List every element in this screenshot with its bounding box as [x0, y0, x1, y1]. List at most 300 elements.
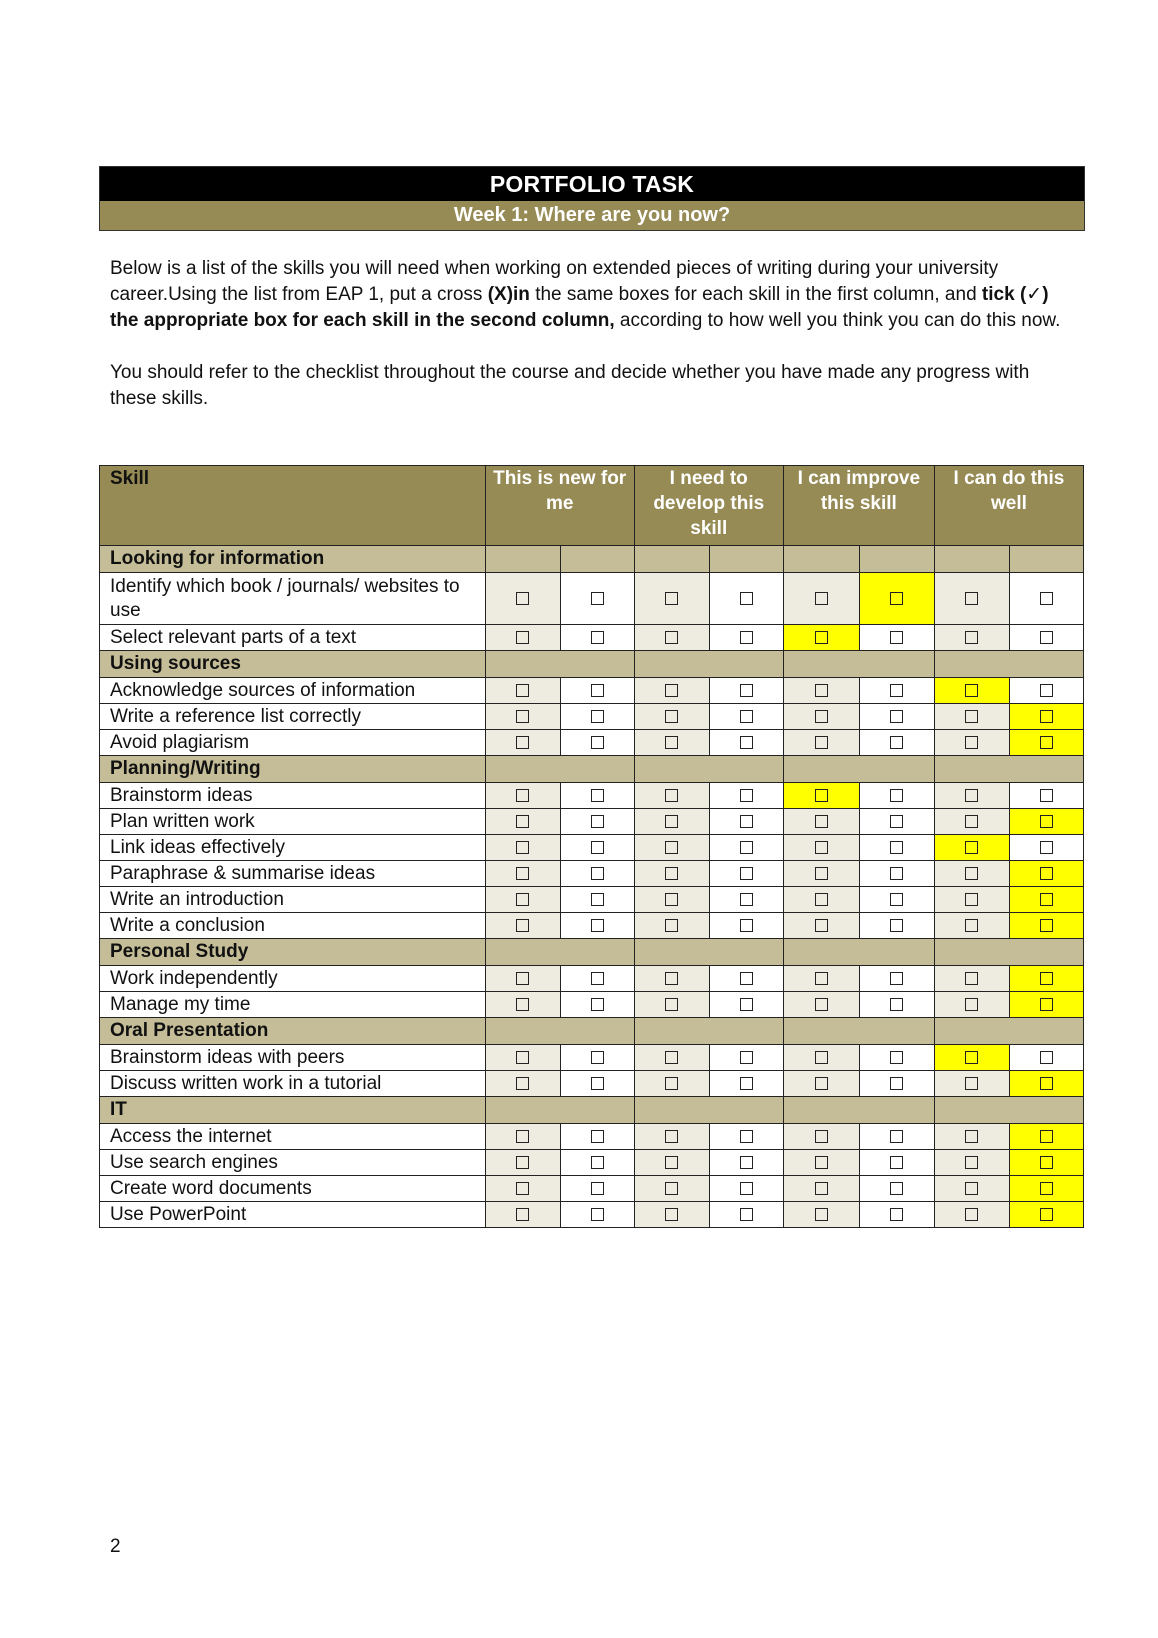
checkbox-cell[interactable] — [859, 992, 934, 1018]
checkbox-icon[interactable] — [591, 631, 604, 644]
checkbox-cell[interactable] — [709, 887, 783, 913]
checkbox-cell[interactable] — [560, 809, 634, 835]
checkbox-cell[interactable] — [634, 809, 709, 835]
checkbox-cell[interactable] — [934, 835, 1009, 861]
checkbox-icon[interactable] — [965, 919, 978, 932]
checkbox-cell[interactable] — [709, 1124, 783, 1150]
checkbox-icon[interactable] — [591, 1208, 604, 1221]
checkbox-icon[interactable] — [740, 1130, 753, 1143]
checkbox-icon[interactable] — [740, 1051, 753, 1064]
checkbox-cell[interactable] — [560, 1071, 634, 1097]
checkbox-cell[interactable] — [485, 730, 560, 756]
checkbox-cell[interactable] — [709, 704, 783, 730]
checkbox-cell[interactable] — [560, 783, 634, 809]
checkbox-cell[interactable] — [783, 704, 859, 730]
checkbox-icon[interactable] — [965, 841, 978, 854]
checkbox-cell[interactable] — [709, 966, 783, 992]
checkbox-cell[interactable] — [709, 783, 783, 809]
checkbox-icon[interactable] — [740, 789, 753, 802]
checkbox-cell[interactable] — [560, 573, 634, 625]
checkbox-icon[interactable] — [1040, 736, 1053, 749]
checkbox-cell[interactable] — [485, 887, 560, 913]
checkbox-icon[interactable] — [965, 867, 978, 880]
checkbox-cell[interactable] — [1009, 861, 1083, 887]
checkbox-cell[interactable] — [709, 1150, 783, 1176]
checkbox-icon[interactable] — [740, 972, 753, 985]
checkbox-cell[interactable] — [783, 1071, 859, 1097]
checkbox-cell[interactable] — [934, 913, 1009, 939]
checkbox-cell[interactable] — [485, 704, 560, 730]
checkbox-icon[interactable] — [516, 684, 529, 697]
checkbox-icon[interactable] — [591, 684, 604, 697]
checkbox-cell[interactable] — [560, 861, 634, 887]
checkbox-icon[interactable] — [815, 1182, 828, 1195]
checkbox-icon[interactable] — [740, 1182, 753, 1195]
checkbox-cell[interactable] — [560, 887, 634, 913]
checkbox-icon[interactable] — [665, 972, 678, 985]
checkbox-cell[interactable] — [934, 1150, 1009, 1176]
checkbox-icon[interactable] — [965, 592, 978, 605]
checkbox-icon[interactable] — [591, 815, 604, 828]
checkbox-cell[interactable] — [859, 1124, 934, 1150]
checkbox-cell[interactable] — [560, 913, 634, 939]
checkbox-icon[interactable] — [1040, 998, 1053, 1011]
checkbox-icon[interactable] — [591, 972, 604, 985]
checkbox-icon[interactable] — [665, 919, 678, 932]
checkbox-icon[interactable] — [740, 736, 753, 749]
checkbox-icon[interactable] — [815, 631, 828, 644]
checkbox-cell[interactable] — [859, 887, 934, 913]
checkbox-icon[interactable] — [516, 1182, 529, 1195]
checkbox-cell[interactable] — [1009, 992, 1083, 1018]
checkbox-icon[interactable] — [665, 710, 678, 723]
checkbox-icon[interactable] — [1040, 684, 1053, 697]
checkbox-cell[interactable] — [1009, 1176, 1083, 1202]
checkbox-cell[interactable] — [709, 1071, 783, 1097]
checkbox-icon[interactable] — [665, 1051, 678, 1064]
checkbox-icon[interactable] — [516, 1156, 529, 1169]
checkbox-icon[interactable] — [965, 1156, 978, 1169]
checkbox-cell[interactable] — [709, 809, 783, 835]
checkbox-cell[interactable] — [1009, 573, 1083, 625]
checkbox-icon[interactable] — [665, 1208, 678, 1221]
checkbox-icon[interactable] — [516, 1208, 529, 1221]
checkbox-icon[interactable] — [890, 684, 903, 697]
checkbox-icon[interactable] — [815, 893, 828, 906]
checkbox-cell[interactable] — [859, 625, 934, 651]
checkbox-icon[interactable] — [665, 998, 678, 1011]
checkbox-icon[interactable] — [516, 789, 529, 802]
checkbox-cell[interactable] — [783, 1202, 859, 1228]
checkbox-icon[interactable] — [591, 867, 604, 880]
checkbox-icon[interactable] — [965, 710, 978, 723]
checkbox-icon[interactable] — [591, 1077, 604, 1090]
checkbox-icon[interactable] — [1040, 972, 1053, 985]
checkbox-icon[interactable] — [740, 841, 753, 854]
checkbox-icon[interactable] — [591, 1051, 604, 1064]
checkbox-cell[interactable] — [859, 809, 934, 835]
checkbox-icon[interactable] — [740, 893, 753, 906]
checkbox-cell[interactable] — [485, 992, 560, 1018]
checkbox-cell[interactable] — [560, 1176, 634, 1202]
checkbox-icon[interactable] — [665, 841, 678, 854]
checkbox-cell[interactable] — [783, 913, 859, 939]
checkbox-icon[interactable] — [890, 1156, 903, 1169]
checkbox-icon[interactable] — [665, 1182, 678, 1195]
checkbox-cell[interactable] — [485, 1045, 560, 1071]
checkbox-icon[interactable] — [1040, 1208, 1053, 1221]
checkbox-cell[interactable] — [560, 966, 634, 992]
checkbox-cell[interactable] — [560, 1124, 634, 1150]
checkbox-cell[interactable] — [1009, 887, 1083, 913]
checkbox-icon[interactable] — [665, 1156, 678, 1169]
checkbox-cell[interactable] — [783, 887, 859, 913]
checkbox-cell[interactable] — [634, 625, 709, 651]
checkbox-cell[interactable] — [634, 966, 709, 992]
checkbox-icon[interactable] — [516, 815, 529, 828]
checkbox-icon[interactable] — [815, 710, 828, 723]
checkbox-cell[interactable] — [560, 835, 634, 861]
checkbox-cell[interactable] — [783, 678, 859, 704]
checkbox-cell[interactable] — [783, 966, 859, 992]
checkbox-icon[interactable] — [965, 1051, 978, 1064]
checkbox-cell[interactable] — [934, 730, 1009, 756]
checkbox-cell[interactable] — [634, 783, 709, 809]
checkbox-icon[interactable] — [815, 919, 828, 932]
checkbox-cell[interactable] — [859, 704, 934, 730]
checkbox-cell[interactable] — [783, 625, 859, 651]
checkbox-icon[interactable] — [1040, 710, 1053, 723]
checkbox-icon[interactable] — [815, 1077, 828, 1090]
checkbox-icon[interactable] — [665, 592, 678, 605]
checkbox-cell[interactable] — [634, 835, 709, 861]
checkbox-icon[interactable] — [516, 972, 529, 985]
checkbox-icon[interactable] — [665, 893, 678, 906]
checkbox-icon[interactable] — [890, 998, 903, 1011]
checkbox-icon[interactable] — [890, 1208, 903, 1221]
checkbox-cell[interactable] — [560, 730, 634, 756]
checkbox-cell[interactable] — [859, 1150, 934, 1176]
checkbox-cell[interactable] — [485, 1150, 560, 1176]
checkbox-cell[interactable] — [634, 887, 709, 913]
checkbox-icon[interactable] — [815, 684, 828, 697]
checkbox-cell[interactable] — [634, 1176, 709, 1202]
checkbox-icon[interactable] — [965, 1182, 978, 1195]
checkbox-cell[interactable] — [485, 835, 560, 861]
checkbox-icon[interactable] — [890, 841, 903, 854]
checkbox-icon[interactable] — [516, 1077, 529, 1090]
checkbox-icon[interactable] — [1040, 867, 1053, 880]
checkbox-cell[interactable] — [634, 992, 709, 1018]
checkbox-icon[interactable] — [591, 710, 604, 723]
checkbox-cell[interactable] — [859, 1176, 934, 1202]
checkbox-icon[interactable] — [516, 998, 529, 1011]
checkbox-icon[interactable] — [516, 893, 529, 906]
checkbox-icon[interactable] — [591, 893, 604, 906]
checkbox-icon[interactable] — [591, 789, 604, 802]
checkbox-cell[interactable] — [634, 573, 709, 625]
checkbox-icon[interactable] — [965, 1130, 978, 1143]
checkbox-cell[interactable] — [934, 704, 1009, 730]
checkbox-icon[interactable] — [965, 893, 978, 906]
checkbox-cell[interactable] — [709, 730, 783, 756]
checkbox-cell[interactable] — [560, 1045, 634, 1071]
checkbox-icon[interactable] — [965, 972, 978, 985]
checkbox-icon[interactable] — [665, 1077, 678, 1090]
checkbox-cell[interactable] — [485, 1176, 560, 1202]
checkbox-cell[interactable] — [934, 1045, 1009, 1071]
checkbox-icon[interactable] — [516, 1130, 529, 1143]
checkbox-icon[interactable] — [815, 867, 828, 880]
checkbox-icon[interactable] — [965, 1208, 978, 1221]
checkbox-cell[interactable] — [783, 809, 859, 835]
checkbox-cell[interactable] — [859, 1071, 934, 1097]
checkbox-cell[interactable] — [934, 1202, 1009, 1228]
checkbox-cell[interactable] — [859, 573, 934, 625]
checkbox-icon[interactable] — [740, 1208, 753, 1221]
checkbox-cell[interactable] — [485, 1202, 560, 1228]
checkbox-icon[interactable] — [1040, 893, 1053, 906]
checkbox-cell[interactable] — [1009, 1202, 1083, 1228]
checkbox-cell[interactable] — [1009, 704, 1083, 730]
checkbox-icon[interactable] — [815, 972, 828, 985]
checkbox-icon[interactable] — [1040, 841, 1053, 854]
checkbox-cell[interactable] — [1009, 678, 1083, 704]
checkbox-icon[interactable] — [965, 736, 978, 749]
checkbox-icon[interactable] — [591, 592, 604, 605]
checkbox-cell[interactable] — [934, 1176, 1009, 1202]
checkbox-cell[interactable] — [709, 992, 783, 1018]
checkbox-icon[interactable] — [740, 710, 753, 723]
checkbox-cell[interactable] — [560, 992, 634, 1018]
checkbox-icon[interactable] — [890, 631, 903, 644]
checkbox-cell[interactable] — [634, 1202, 709, 1228]
checkbox-cell[interactable] — [634, 913, 709, 939]
checkbox-icon[interactable] — [740, 1156, 753, 1169]
checkbox-icon[interactable] — [965, 815, 978, 828]
checkbox-cell[interactable] — [485, 861, 560, 887]
checkbox-cell[interactable] — [934, 783, 1009, 809]
checkbox-cell[interactable] — [709, 861, 783, 887]
checkbox-icon[interactable] — [815, 592, 828, 605]
checkbox-cell[interactable] — [560, 1150, 634, 1176]
checkbox-icon[interactable] — [890, 1077, 903, 1090]
checkbox-cell[interactable] — [485, 678, 560, 704]
checkbox-cell[interactable] — [783, 1150, 859, 1176]
checkbox-icon[interactable] — [516, 841, 529, 854]
checkbox-cell[interactable] — [859, 1045, 934, 1071]
checkbox-icon[interactable] — [1040, 1130, 1053, 1143]
checkbox-icon[interactable] — [890, 972, 903, 985]
checkbox-icon[interactable] — [665, 815, 678, 828]
checkbox-icon[interactable] — [1040, 1182, 1053, 1195]
checkbox-cell[interactable] — [783, 1045, 859, 1071]
checkbox-icon[interactable] — [890, 1130, 903, 1143]
checkbox-icon[interactable] — [890, 710, 903, 723]
checkbox-icon[interactable] — [740, 919, 753, 932]
checkbox-icon[interactable] — [591, 1130, 604, 1143]
checkbox-icon[interactable] — [965, 998, 978, 1011]
checkbox-cell[interactable] — [1009, 913, 1083, 939]
checkbox-cell[interactable] — [934, 1071, 1009, 1097]
checkbox-cell[interactable] — [560, 625, 634, 651]
checkbox-icon[interactable] — [1040, 1051, 1053, 1064]
checkbox-icon[interactable] — [815, 1051, 828, 1064]
checkbox-cell[interactable] — [783, 992, 859, 1018]
checkbox-cell[interactable] — [1009, 625, 1083, 651]
checkbox-icon[interactable] — [890, 789, 903, 802]
checkbox-icon[interactable] — [815, 1130, 828, 1143]
checkbox-icon[interactable] — [591, 736, 604, 749]
checkbox-icon[interactable] — [965, 631, 978, 644]
checkbox-cell[interactable] — [859, 678, 934, 704]
checkbox-icon[interactable] — [890, 893, 903, 906]
checkbox-icon[interactable] — [591, 919, 604, 932]
checkbox-icon[interactable] — [890, 592, 903, 605]
checkbox-cell[interactable] — [560, 1202, 634, 1228]
checkbox-icon[interactable] — [516, 1051, 529, 1064]
checkbox-cell[interactable] — [859, 1202, 934, 1228]
checkbox-cell[interactable] — [934, 861, 1009, 887]
checkbox-icon[interactable] — [740, 631, 753, 644]
checkbox-cell[interactable] — [934, 573, 1009, 625]
checkbox-cell[interactable] — [709, 625, 783, 651]
checkbox-cell[interactable] — [1009, 809, 1083, 835]
checkbox-icon[interactable] — [815, 1156, 828, 1169]
checkbox-icon[interactable] — [815, 789, 828, 802]
checkbox-cell[interactable] — [934, 625, 1009, 651]
checkbox-cell[interactable] — [783, 573, 859, 625]
checkbox-cell[interactable] — [1009, 1045, 1083, 1071]
checkbox-cell[interactable] — [709, 1202, 783, 1228]
checkbox-icon[interactable] — [815, 736, 828, 749]
checkbox-cell[interactable] — [485, 783, 560, 809]
checkbox-cell[interactable] — [934, 992, 1009, 1018]
checkbox-cell[interactable] — [634, 1071, 709, 1097]
checkbox-cell[interactable] — [1009, 1150, 1083, 1176]
checkbox-icon[interactable] — [740, 1077, 753, 1090]
checkbox-cell[interactable] — [934, 966, 1009, 992]
checkbox-cell[interactable] — [485, 1071, 560, 1097]
checkbox-icon[interactable] — [890, 1182, 903, 1195]
checkbox-icon[interactable] — [665, 1130, 678, 1143]
checkbox-icon[interactable] — [516, 592, 529, 605]
checkbox-icon[interactable] — [740, 815, 753, 828]
checkbox-cell[interactable] — [560, 678, 634, 704]
checkbox-icon[interactable] — [516, 710, 529, 723]
checkbox-cell[interactable] — [709, 835, 783, 861]
checkbox-icon[interactable] — [1040, 919, 1053, 932]
checkbox-icon[interactable] — [665, 631, 678, 644]
checkbox-icon[interactable] — [740, 867, 753, 880]
checkbox-icon[interactable] — [815, 841, 828, 854]
checkbox-cell[interactable] — [485, 809, 560, 835]
checkbox-cell[interactable] — [859, 783, 934, 809]
checkbox-cell[interactable] — [934, 809, 1009, 835]
checkbox-cell[interactable] — [934, 887, 1009, 913]
checkbox-cell[interactable] — [485, 1124, 560, 1150]
checkbox-icon[interactable] — [815, 1208, 828, 1221]
checkbox-cell[interactable] — [634, 1045, 709, 1071]
checkbox-cell[interactable] — [1009, 783, 1083, 809]
checkbox-cell[interactable] — [859, 913, 934, 939]
checkbox-cell[interactable] — [1009, 1071, 1083, 1097]
checkbox-icon[interactable] — [516, 736, 529, 749]
checkbox-icon[interactable] — [1040, 789, 1053, 802]
checkbox-cell[interactable] — [859, 966, 934, 992]
checkbox-icon[interactable] — [815, 815, 828, 828]
checkbox-cell[interactable] — [485, 625, 560, 651]
checkbox-icon[interactable] — [665, 789, 678, 802]
checkbox-icon[interactable] — [516, 919, 529, 932]
checkbox-icon[interactable] — [1040, 1156, 1053, 1169]
checkbox-cell[interactable] — [709, 573, 783, 625]
checkbox-cell[interactable] — [859, 835, 934, 861]
checkbox-icon[interactable] — [890, 736, 903, 749]
checkbox-cell[interactable] — [1009, 966, 1083, 992]
checkbox-icon[interactable] — [890, 815, 903, 828]
checkbox-icon[interactable] — [591, 1156, 604, 1169]
checkbox-cell[interactable] — [634, 861, 709, 887]
checkbox-icon[interactable] — [890, 919, 903, 932]
checkbox-cell[interactable] — [934, 678, 1009, 704]
checkbox-icon[interactable] — [591, 1182, 604, 1195]
checkbox-icon[interactable] — [591, 998, 604, 1011]
checkbox-cell[interactable] — [634, 1124, 709, 1150]
checkbox-icon[interactable] — [965, 1077, 978, 1090]
checkbox-cell[interactable] — [485, 573, 560, 625]
checkbox-icon[interactable] — [1040, 592, 1053, 605]
checkbox-cell[interactable] — [709, 1176, 783, 1202]
checkbox-icon[interactable] — [665, 736, 678, 749]
checkbox-cell[interactable] — [859, 861, 934, 887]
checkbox-cell[interactable] — [634, 1150, 709, 1176]
checkbox-cell[interactable] — [783, 1176, 859, 1202]
checkbox-icon[interactable] — [740, 998, 753, 1011]
checkbox-cell[interactable] — [1009, 730, 1083, 756]
checkbox-cell[interactable] — [783, 783, 859, 809]
checkbox-icon[interactable] — [1040, 815, 1053, 828]
checkbox-icon[interactable] — [1040, 631, 1053, 644]
checkbox-icon[interactable] — [740, 684, 753, 697]
checkbox-cell[interactable] — [485, 913, 560, 939]
checkbox-cell[interactable] — [709, 678, 783, 704]
checkbox-cell[interactable] — [783, 730, 859, 756]
checkbox-cell[interactable] — [560, 704, 634, 730]
checkbox-cell[interactable] — [1009, 1124, 1083, 1150]
checkbox-cell[interactable] — [1009, 835, 1083, 861]
checkbox-icon[interactable] — [591, 841, 604, 854]
checkbox-cell[interactable] — [783, 835, 859, 861]
checkbox-cell[interactable] — [634, 704, 709, 730]
checkbox-icon[interactable] — [516, 867, 529, 880]
checkbox-icon[interactable] — [665, 684, 678, 697]
checkbox-cell[interactable] — [709, 913, 783, 939]
checkbox-icon[interactable] — [965, 684, 978, 697]
checkbox-icon[interactable] — [890, 1051, 903, 1064]
checkbox-icon[interactable] — [740, 592, 753, 605]
checkbox-cell[interactable] — [634, 730, 709, 756]
checkbox-icon[interactable] — [815, 998, 828, 1011]
checkbox-cell[interactable] — [859, 730, 934, 756]
checkbox-cell[interactable] — [934, 1124, 1009, 1150]
checkbox-cell[interactable] — [783, 1124, 859, 1150]
checkbox-icon[interactable] — [1040, 1077, 1053, 1090]
checkbox-cell[interactable] — [634, 678, 709, 704]
checkbox-cell[interactable] — [485, 966, 560, 992]
checkbox-cell[interactable] — [709, 1045, 783, 1071]
checkbox-icon[interactable] — [890, 867, 903, 880]
